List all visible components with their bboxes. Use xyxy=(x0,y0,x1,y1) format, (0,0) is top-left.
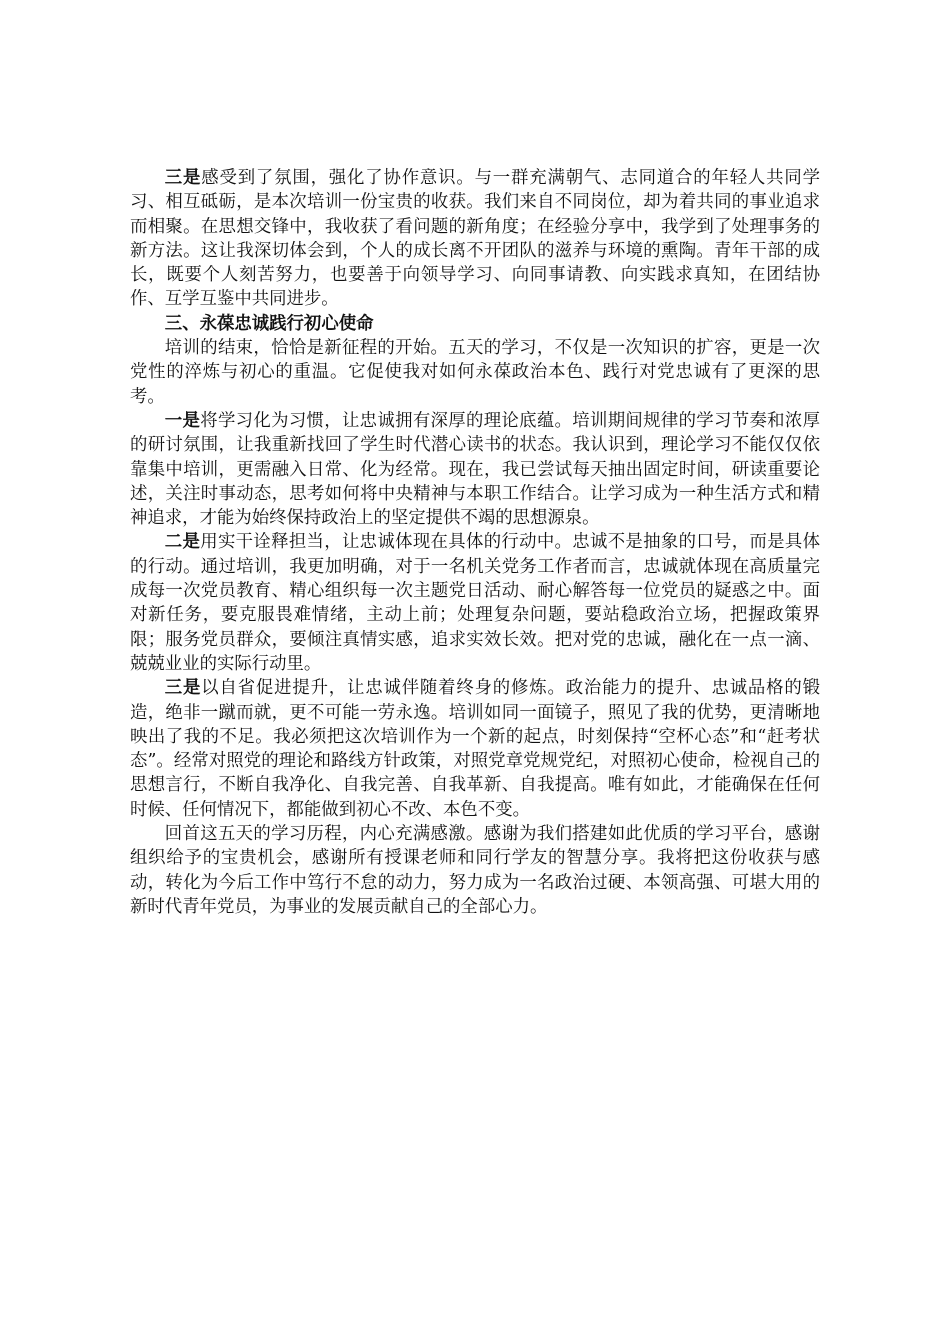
section-heading-loyalty: 三、永葆忠诚践行初心使命 xyxy=(164,313,374,334)
paragraph-text: 用实干诠释担当，让忠诚体现在具体的行动中。忠诚不是抽象的口号，而是具体的行动。通过培训，我更加明确，对于一名机关党务工作者而言，忠诚就体现在高质量完成每一次党员教育、精心组织每一次主题党日活动、耐心解答每一位党员的疑惑之中。面对新任务，要克服畏难情绪，主动上前；处理复杂问题，要站稳政治立场，把握政策界限；服务党员群众，要倾注真情实感，追求实效长效。把对党的忠诚，融化在一点一滴、兢兢业业的实际行动里。 xyxy=(130,532,820,674)
paragraph-closing-thanks xyxy=(130,822,820,919)
paragraph-self-reflection xyxy=(130,676,820,822)
paragraph-practical-action xyxy=(130,530,820,676)
paragraph-lead: 三是 xyxy=(164,168,202,188)
paragraph-section-intro xyxy=(130,336,820,409)
document-body xyxy=(130,166,820,919)
paragraph-text: 回首这五天的学习历程，内心充满感激。感谢为我们搭建如此优质的学习平台，感谢组织给予的宝贵机会，感谢所有授课老师和同行学友的智慧分享。我将把这份收获与感动，转化为今后工作中笃行不怠的动力，努力成为一名政治过硬、本领高强、可堪大用的新时代青年党员，为事业的发展贡献自己的全部心力。 xyxy=(130,824,820,917)
paragraph-collaboration xyxy=(130,166,820,312)
paragraph-lead: 二是 xyxy=(164,532,201,553)
paragraph-text: 感受到了氛围，强化了协作意识。与一群充满朝气、志同道合的年轻人共同学习、相互砥砺，是本次培训一份宝贵的收获。我们来自不同岗位，却为着共同的事业追求而相聚。在思想交锋中，我收获了看问题的新角度；在经验分享中，我学到了处理事务的新方法。这让我深切体会到，个人的成长离不开团队的滋养与环境的熏陶。青年干部的成长，既要个人刻苦努力，也要善于向领导学习、向同事请教、向实践求真知，在团结协作、互学互鉴中共同进步。 xyxy=(130,168,820,310)
paragraph-study-habit xyxy=(130,409,820,530)
paragraph-lead: 三是 xyxy=(164,678,202,699)
paragraph-text: 将学习化为习惯，让忠诚拥有深厚的理论底蕴。培训期间规律的学习节奏和浓厚的研讨氛围，让我重新找回了学生时代潜心读书的状态。我认识到，理论学习不能仅仅依靠集中培训，更需融入日常、化为经常。现在，我已尝试每天抽出固定时间，研读重要论述，关注时事动态，思考如何将中央精神与本职工作结合。让学习成为一种生活方式和精神追求，才能为始终保持政治上的坚定提供不竭的思想源泉。 xyxy=(130,410,820,529)
paragraph-text: 以自省促进提升，让忠诚伴随着终身的修炼。政治能力的提升、忠诚品格的锻造，绝非一蹴而就，更不可能一劳永逸。培训如同一面镜子，照见了我的优势，更清晰地映出了我的不足。我必须把这次培训作为一个新的起点，时刻保持“空杯心态”和“赶考状态”。经常对照党的理论和路线方针政策，对照党章党规党纪，对照初心使命，检视自己的思想言行，不断自我净化、自我完善、自我革新、自我提高。唯有如此，才能确保在任何时候、任何情况下，都能做到初心不改、本色不变。 xyxy=(130,678,820,820)
paragraph-lead: 一是 xyxy=(164,410,201,431)
paragraph-text: 培训的结束，恰恰是新征程的开始。五天的学习，不仅是一次知识的扩容，更是一次党性的淬炼与初心的重温。它促使我对如何永葆政治本色、践行对党忠诚有了更深的思考。 xyxy=(130,338,820,407)
